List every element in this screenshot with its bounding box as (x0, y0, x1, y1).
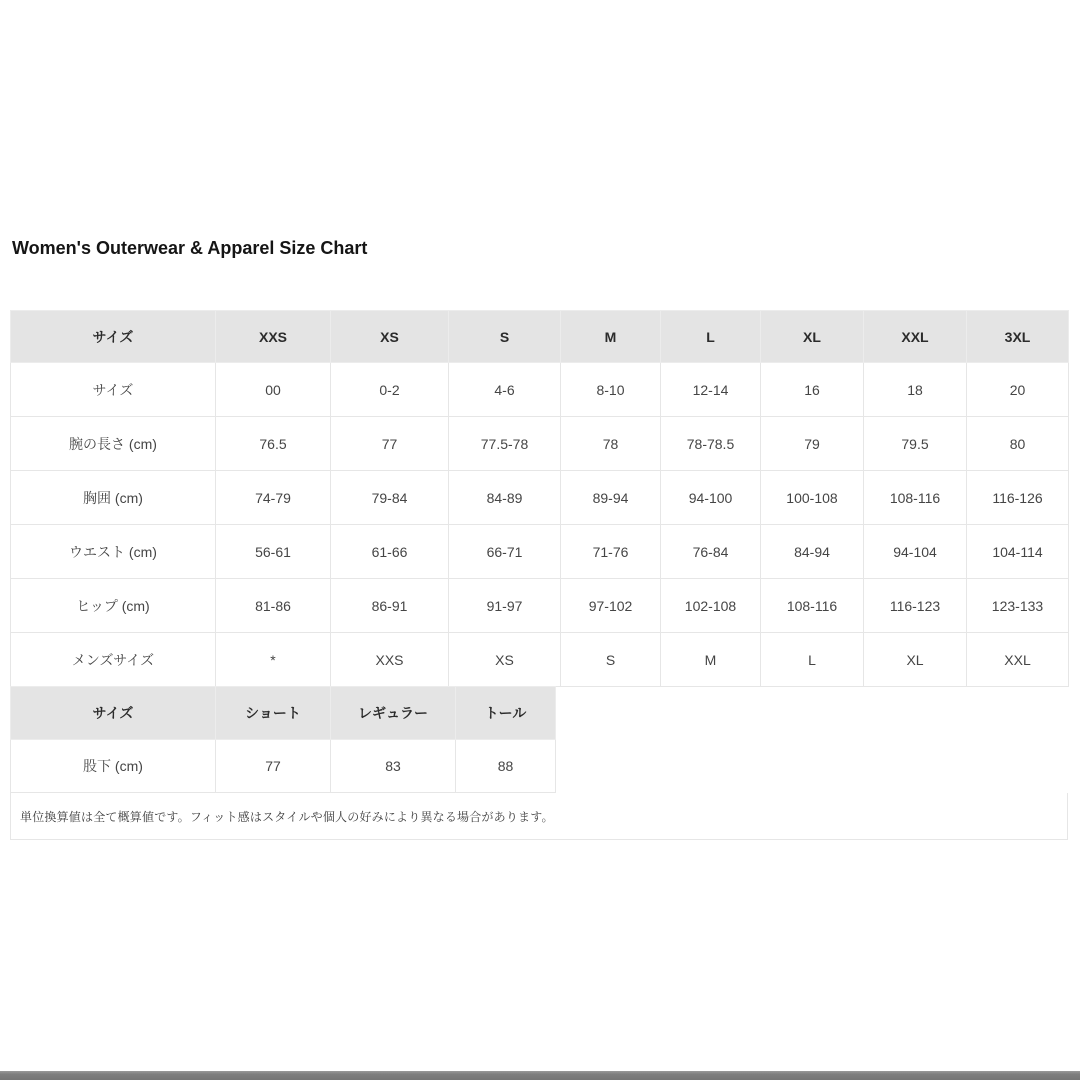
column-header: レギュラー (331, 687, 456, 740)
column-header: XS (331, 311, 449, 363)
size-cell: 18 (864, 363, 967, 417)
row-label: 腕の長さ (cm) (11, 417, 216, 471)
size-cell: 77 (216, 740, 331, 793)
column-header: L (661, 311, 761, 363)
row-label: サイズ (11, 363, 216, 417)
size-cell: 79.5 (864, 417, 967, 471)
column-header: トール (456, 687, 556, 740)
size-cell: 74-79 (216, 471, 331, 525)
footnote: 単位換算値は全て概算値です。フィット感はスタイルや個人の好みにより異なる場合があります。 (10, 793, 1068, 840)
header-row (11, 311, 1069, 363)
size-cell: 97-102 (561, 579, 661, 633)
table-row (11, 363, 1069, 417)
size-cell: * (216, 633, 331, 687)
size-cell: 104-114 (967, 525, 1069, 579)
table-row (11, 740, 556, 793)
size-cell: 100-108 (761, 471, 864, 525)
womens-size-table (10, 310, 1069, 687)
size-chart (10, 310, 1068, 840)
row-label: メンズサイズ (11, 633, 216, 687)
corner-header: サイズ (11, 687, 216, 740)
size-cell: 71-76 (561, 525, 661, 579)
size-cell: 16 (761, 363, 864, 417)
size-cell: 84-94 (761, 525, 864, 579)
row-label: 胸囲 (cm) (11, 471, 216, 525)
size-cell: 102-108 (661, 579, 761, 633)
column-header: XXS (216, 311, 331, 363)
size-cell: 78-78.5 (661, 417, 761, 471)
size-cell: XL (864, 633, 967, 687)
table-row (11, 525, 1069, 579)
size-cell: 79-84 (331, 471, 449, 525)
size-cell: 86-91 (331, 579, 449, 633)
size-cell: 89-94 (561, 471, 661, 525)
size-cell: 81-86 (216, 579, 331, 633)
size-cell: 8-10 (561, 363, 661, 417)
size-cell: 83 (331, 740, 456, 793)
column-header: S (449, 311, 561, 363)
inseam-size-table-body (11, 740, 556, 793)
size-cell: 61-66 (331, 525, 449, 579)
size-cell: 78 (561, 417, 661, 471)
size-cell: 00 (216, 363, 331, 417)
size-cell: XS (449, 633, 561, 687)
size-cell: M (661, 633, 761, 687)
size-cell: 80 (967, 417, 1069, 471)
column-header: M (561, 311, 661, 363)
womens-size-table-body (11, 363, 1069, 687)
size-cell: 84-89 (449, 471, 561, 525)
row-label: 股下 (cm) (11, 740, 216, 793)
page-title: Women's Outerwear & Apparel Size Chart (12, 238, 368, 258)
inseam-size-table (10, 686, 556, 793)
row-label: ウエスト (cm) (11, 525, 216, 579)
size-cell: 77 (331, 417, 449, 471)
size-cell: 88 (456, 740, 556, 793)
size-cell: XXS (331, 633, 449, 687)
size-cell: 91-97 (449, 579, 561, 633)
size-cell: 56-61 (216, 525, 331, 579)
size-cell: 79 (761, 417, 864, 471)
size-cell: 66-71 (449, 525, 561, 579)
column-header: 3XL (967, 311, 1069, 363)
size-cell: 0-2 (331, 363, 449, 417)
row-label: ヒップ (cm) (11, 579, 216, 633)
column-header: XL (761, 311, 864, 363)
size-cell: 108-116 (864, 471, 967, 525)
womens-size-table-head (11, 311, 1069, 363)
size-cell: 20 (967, 363, 1069, 417)
table-row (11, 579, 1069, 633)
size-cell: 123-133 (967, 579, 1069, 633)
size-cell: 77.5-78 (449, 417, 561, 471)
table-row (11, 417, 1069, 471)
size-cell: 94-100 (661, 471, 761, 525)
size-cell: 116-126 (967, 471, 1069, 525)
size-cell: 116-123 (864, 579, 967, 633)
size-cell: 76-84 (661, 525, 761, 579)
table-row (11, 471, 1069, 525)
size-cell: 4-6 (449, 363, 561, 417)
size-cell: 108-116 (761, 579, 864, 633)
inseam-size-table-head (11, 687, 556, 740)
size-cell: XXL (967, 633, 1069, 687)
size-cell: 12-14 (661, 363, 761, 417)
size-cell: L (761, 633, 864, 687)
header-row (11, 687, 556, 740)
size-cell: S (561, 633, 661, 687)
column-header: XXL (864, 311, 967, 363)
bottom-edge-bar (0, 1071, 1080, 1080)
size-cell: 76.5 (216, 417, 331, 471)
column-header: ショート (216, 687, 331, 740)
size-cell: 94-104 (864, 525, 967, 579)
table-row (11, 633, 1069, 687)
corner-header: サイズ (11, 311, 216, 363)
